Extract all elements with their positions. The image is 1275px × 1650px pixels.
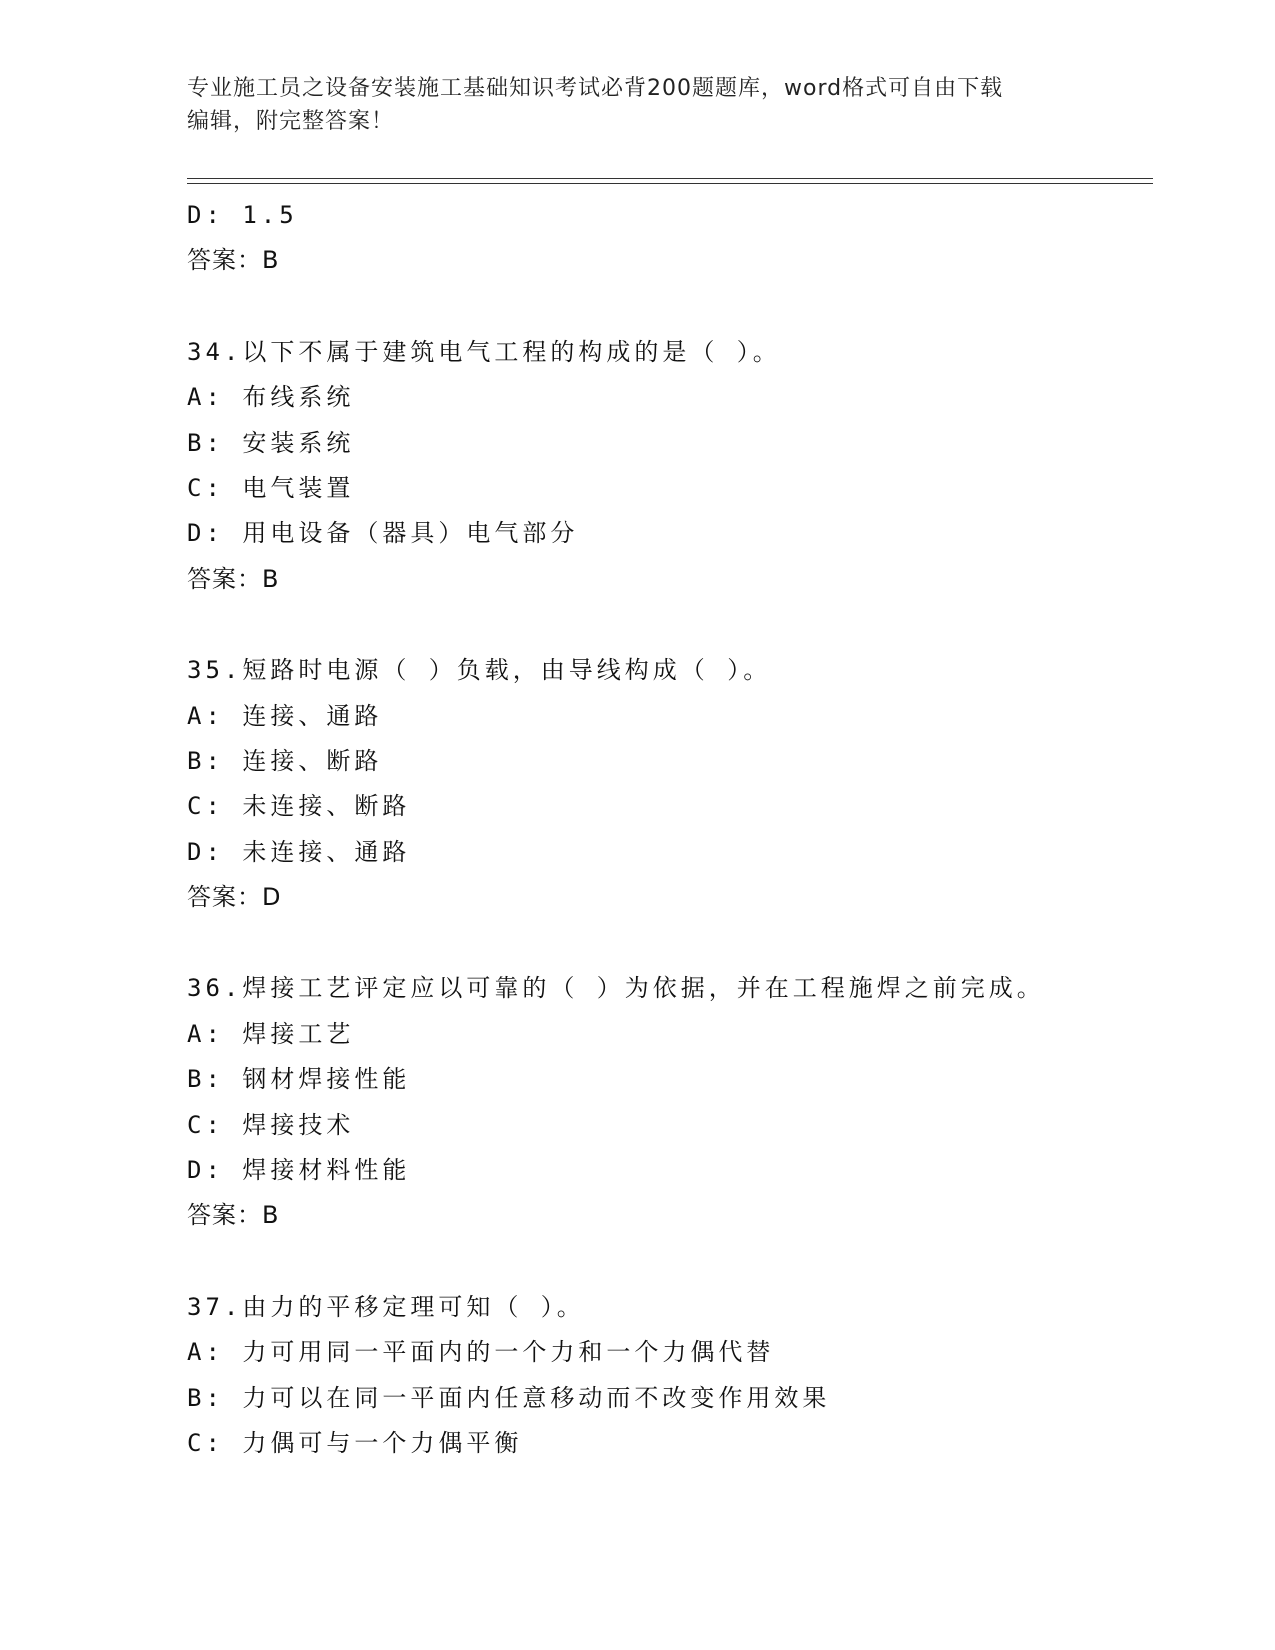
option-c: C: 电气装置 [187, 473, 355, 502]
question-list [187, 193, 1147, 1466]
question-36 [187, 966, 1147, 1238]
question-text: 37.由力的平移定理可知（ ）。 [187, 1292, 585, 1321]
document-header [187, 72, 1067, 138]
option-a: A: 连接、通路 [187, 701, 383, 730]
option-b: B: 连接、断路 [187, 746, 383, 775]
option-c: C: 力偶可与一个力偶平衡 [187, 1428, 523, 1457]
header-divider [187, 178, 1153, 184]
option-d: D: 焊接材料性能 [187, 1156, 411, 1185]
question-37 [187, 1285, 1147, 1467]
option-a: A: 焊接工艺 [187, 1019, 355, 1048]
option-b: B: 钢材焊接性能 [187, 1065, 411, 1094]
answer: 答案：B [187, 1201, 280, 1230]
question-text: 35.短路时电源（ ）负载，由导线构成（ ）。 [187, 656, 772, 685]
option-a: A: 布线系统 [187, 383, 355, 412]
option-d: D: 1.5 [187, 201, 298, 229]
option-a: A: 力可用同一平面内的一个力和一个力偶代替 [187, 1338, 775, 1367]
option-d: D: 用电设备（器具）电气部分 [187, 519, 579, 548]
spacer [187, 284, 1147, 330]
question-35 [187, 648, 1147, 920]
answer: 答案：B [187, 246, 280, 275]
spacer [187, 920, 1147, 966]
question-text: 36.焊接工艺评定应以可靠的（ ）为依据，并在工程施焊之前完成。 [187, 974, 1045, 1003]
answer: 答案：D [187, 883, 282, 912]
spacer [187, 1239, 1147, 1285]
answer: 答案：B [187, 564, 280, 593]
spacer [187, 602, 1147, 648]
question-34 [187, 330, 1147, 602]
option-b: B: 力可以在同一平面内任意移动而不改变作用效果 [187, 1383, 831, 1412]
question-text: 34.以下不属于建筑电气工程的构成的是（ ）。 [187, 337, 781, 366]
option-c: C: 焊接技术 [187, 1110, 355, 1139]
option-c: C: 未连接、断路 [187, 792, 411, 821]
option-b: B: 安装系统 [187, 428, 355, 457]
option-d: D: 未连接、通路 [187, 837, 411, 866]
header-title-line2: 编辑，附完整答案！ [187, 109, 395, 134]
header-title-line1: 专业施工员之设备安装施工基础知识考试必背200题题库，word格式可自由下载 [187, 76, 1004, 101]
